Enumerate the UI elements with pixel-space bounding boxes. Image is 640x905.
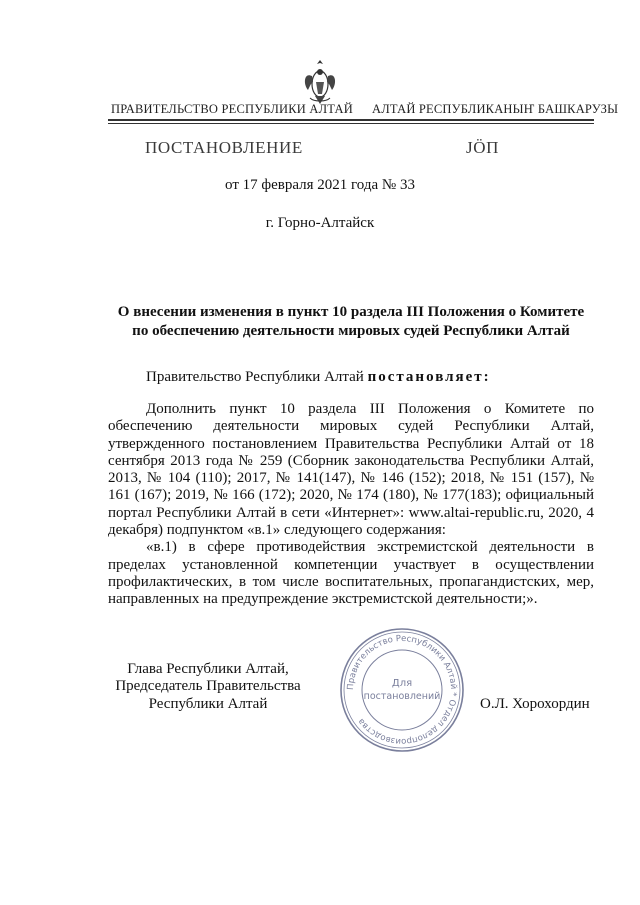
date-number-line: от 17 февраля 2021 года № 33 bbox=[225, 177, 415, 193]
document-body bbox=[108, 401, 594, 609]
header-rule-thin bbox=[108, 123, 594, 124]
decree-verb: постановляет: bbox=[367, 369, 491, 385]
stamp-center-line-1: Для bbox=[391, 678, 413, 689]
title-line-1: О внесении изменения в пункт 10 раздела III Положения о Комитете bbox=[117, 304, 585, 320]
header-government-name-alt: АЛТАЙ РЕСПУБЛИКАНЫҤ БАШКАРУЗЫ bbox=[372, 102, 619, 116]
doc-type-alt: ЈӦП bbox=[466, 138, 499, 157]
decree-line bbox=[146, 369, 491, 386]
signatory-line-1: Глава Республики Алтай, bbox=[127, 661, 289, 677]
stamp-center-line-2: постановлений bbox=[363, 691, 441, 702]
decree-prefix: Правительство Республики Алтай bbox=[146, 369, 364, 385]
body-paragraph-2: «в.1) в сфере противодействия экстремистской деятельности в пределах установленной компетенции участвует в осуществлении профилактических, в том числе воспитательных, пропагандистских, мер, направленных на предупреждение экстремистской деятельности;». bbox=[108, 539, 594, 608]
signatory-title bbox=[108, 661, 308, 713]
signatory-name: О.Л. Хорохордин bbox=[480, 696, 590, 712]
doc-type-ru: ПОСТАНОВЛЕНИЕ bbox=[145, 138, 303, 157]
city-line: г. Горно-Алтайск bbox=[265, 215, 375, 231]
body-paragraph-1: Дополнить пункт 10 раздела III Положения о Комитете по обеспечению деятельности мировых судей Республики Алтай, утвержденного постановлением Правительства Республики Алтай от 18 сентября 2013 года № 259 (Сборник законодательства Республики Алтай, 2013, № 104 (110); 2017, № 141(147), № 146 (152); 2018, № 151 (157), № 161 (167); 2019, № 166 (172); 2020, № 174 (180), № 177(183); официальный портал Республики Алтай в сети «Интернет»: www.altai-republic.ru, 2020, 4 декабря) подпунктом «в.1» следующего содержания: bbox=[108, 401, 594, 539]
title-line-2: по обеспечению деятельности мировых судей Республики Алтай bbox=[132, 323, 570, 339]
signatory-line-2: Председатель Правительства bbox=[115, 678, 301, 695]
header-government-name-ru: ПРАВИТЕЛЬСТВО РЕСПУБЛИКИ АЛТАЙ bbox=[111, 102, 353, 116]
official-stamp bbox=[338, 626, 466, 754]
header-rule-thick bbox=[108, 119, 594, 121]
document-title bbox=[108, 303, 594, 341]
stamp-ring-text: Правительство Республики Алтай * Отдел делопроизводства bbox=[345, 633, 459, 747]
signatory-line-3: Республики Алтай bbox=[148, 695, 268, 712]
